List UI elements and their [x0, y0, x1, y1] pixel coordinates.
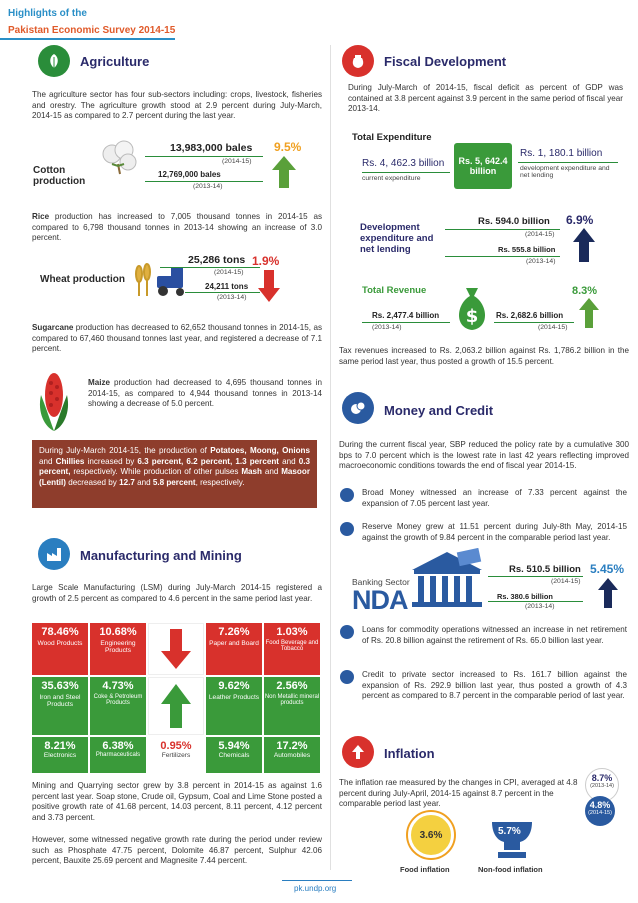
bank-building-icon [410, 548, 485, 613]
current-expenditure-value: Rs. 4, 462.3 billion [362, 158, 445, 169]
cotton-icon [98, 140, 142, 181]
rice-rest: production has increased to 7,005 thousand tonnes in 2014-15 as compared to 6,798 thousand tonnes in 2013-14 showing an increase of 3.0 percent. [32, 212, 322, 243]
rice-bold: Rice [32, 212, 50, 221]
pulses-b4: 0.3 percent, [39, 456, 310, 477]
nda-current-year: (2014-15) [551, 578, 581, 585]
pulses-t6: and [262, 467, 282, 477]
maize-icon [35, 365, 73, 438]
inflation-current-circle [585, 796, 615, 826]
pulses-b7: 12.7 [119, 477, 135, 487]
tile-iron-value: 35.63% [41, 680, 79, 692]
devnet-previous-line [445, 256, 560, 257]
down-arrow-icon [161, 629, 191, 669]
pulses-b2: Chillies [55, 456, 85, 466]
cotton-current-year: (2014-15) [222, 158, 252, 165]
revenue-growth: 8.3% [572, 285, 598, 297]
loans-text: Loans for commodity operations witnessed an increase in net retirement of Rs. 20.8 billion against the retirement of Rs. 65.0 billion last year. [362, 625, 627, 645]
tile-wood [32, 623, 88, 675]
tile-pharma [90, 737, 146, 773]
nda-current: Rs. 510.5 billion [509, 564, 581, 575]
development-expenditure-line [518, 162, 618, 163]
cotton-previous-line [145, 181, 263, 182]
pulses-t1: During July-March 2014-15, the production of [39, 446, 211, 455]
devnet-current-line [445, 229, 560, 230]
inflation-current-value: 4.8% [589, 800, 611, 810]
manufacturing-title: Manufacturing and Mining [80, 548, 242, 563]
nda-previous: Rs. 380.6 billion [497, 592, 553, 601]
sugarcane-bold: Sugarcane [32, 323, 74, 332]
nda-up-arrow-icon [598, 578, 618, 613]
tile-food-label: Food Beverage and Tobacco [265, 640, 319, 652]
inflation-current-year: (2014-15) [588, 810, 612, 816]
up-arrow-icon [161, 684, 191, 728]
tile-pharma-label: Pharmaceuticals [95, 752, 141, 758]
tile-iron-label: Iron and Steel Products [39, 694, 81, 708]
tile-food-value: 1.03% [276, 626, 308, 638]
food-inflation-label: Food inflation [400, 865, 450, 874]
banking-sector-label: Banking Sector [352, 577, 410, 587]
maize-bold: Maize [88, 378, 111, 387]
pulses-b6: Masoor (Lentil) [39, 467, 310, 487]
tile-automobiles-label: Automobiles [273, 752, 311, 759]
agriculture-title: Agriculture [80, 54, 150, 69]
cotton-previous: 12,769,000 bales [158, 170, 221, 179]
pulses-text [39, 446, 310, 488]
maize-rest: production had decreased to 4,695 thousand tonnes in 2014-15, as compared to 4,944 thousand tonnes in 2013-14 showing a decrease of 5.0 percent. [88, 378, 322, 409]
devnet-up-arrow-icon [573, 228, 595, 267]
inflation-previous-year: (2013-14) [590, 783, 614, 789]
cotton-previous-year: (2013-14) [193, 183, 223, 190]
wheat-icon [133, 262, 193, 303]
tile-leather [206, 677, 262, 735]
devnet-current: Rs. 594.0 billion [478, 216, 550, 227]
manufacturing-icon [38, 538, 70, 570]
total-revenue-title: Total Revenue [362, 285, 427, 296]
current-expenditure-label: current expenditure [362, 175, 421, 182]
header-line-1: Highlights of the [8, 8, 87, 19]
pulses-box [32, 440, 317, 508]
money-intro: During the current fiscal year, SBP reduced the policy rate by a cumulative 300 bps to 7.0 percent which is the lowest rate in last 42 years reflecting improved macroeconomic conditions towards the end of fiscal year 2014-15. [339, 440, 629, 471]
reserve-money-bullet-icon [340, 522, 354, 536]
sugarcane-rest: production has decreased to 62,652 thousand tonnes in 2014-15, as compared to 67,460 thousand tonnes last year, and registered a decrease of 7.1 percent. [32, 323, 322, 354]
cotton-label: Cotton production [33, 165, 86, 187]
tile-electronics [32, 737, 88, 773]
sugarcane-text [32, 323, 322, 355]
pulses-b1: Potatoes, Moong, Onions [210, 446, 310, 455]
devnet-previous-year: (2013-14) [526, 258, 556, 265]
tile-food [264, 623, 320, 675]
wheat-current-year: (2014-15) [214, 269, 244, 276]
current-expenditure-line [362, 172, 450, 173]
revenue-current-year: (2014-15) [538, 324, 568, 331]
tile-fertilizers-value: 0.95% [160, 740, 192, 752]
growth-arrow-tile [148, 677, 204, 735]
pulses-t4: and [278, 456, 299, 466]
mining-negative-text: However, some witnessed negative growth rate during the period under review such as Phosphate 47.75 percent, Dolomite 46.87 percent, Sulphur 42.06 percent, Bauxite 25.69 percent and Magnesite 7.44 percent. [32, 835, 322, 866]
tile-coke-label: Coke & Petroleum Products [93, 694, 143, 706]
revenue-current: Rs. 2,682.6 billion [496, 311, 564, 320]
tile-paper-value: 7.26% [218, 626, 250, 638]
tile-electronics-label: Electronics [43, 752, 77, 759]
pulses-b5: Mash [241, 467, 263, 477]
cotton-current-line [145, 156, 263, 157]
mining-text: Mining and Quarrying sector grew by 3.8 percent in 2014-15 as against 1.6 percent last year. Soap stone, Crude oil, Gypsum, Coal and Lime Stone posted a positive growth rate of 41.68 percent, 14.03 percent, 8.11 percent, 4.12 percent and 3.73 percent. [32, 781, 322, 822]
tile-automobiles [264, 737, 320, 773]
revenue-current-line [494, 322, 574, 323]
cotton-current: 13,983,000 bales [170, 142, 253, 154]
decline-arrow-tile [148, 623, 204, 675]
nda-previous-year: (2013-14) [525, 603, 555, 610]
nda-current-line [488, 576, 583, 577]
rice-text [32, 212, 322, 244]
tile-leather-label: Leather Products [208, 694, 260, 701]
devnet-growth: 6.9% [566, 213, 594, 227]
revenue-previous: Rs. 2,477.4 billion [372, 311, 440, 320]
agriculture-icon [38, 45, 70, 77]
footer-url[interactable]: pk.undp.org [294, 884, 337, 893]
nda-growth: 5.45% [590, 562, 625, 576]
pulses-b3: 6.3 percent, 6.2 percent, 1.3 percent [137, 456, 279, 466]
fiscal-title: Fiscal Development [384, 54, 507, 69]
cotton-growth: 9.5% [274, 140, 302, 154]
tile-iron [32, 677, 88, 735]
header-line-2: Pakistan Economic Survey 2014-15 [8, 25, 176, 36]
money-title: Money and Credit [384, 403, 494, 418]
devnet-previous: Rs. 555.8 billion [498, 245, 556, 254]
svg-text:$: $ [465, 306, 479, 327]
tile-fertilizers [148, 737, 204, 773]
tile-chemicals [206, 737, 262, 773]
tile-engineering-value: 10.68% [99, 626, 137, 638]
tile-electronics-value: 8.21% [44, 740, 76, 752]
tile-chemicals-label: Chemicals [218, 752, 250, 759]
agriculture-intro: The agriculture sector has four sub-sectors including: crops, livestock, fisheries and orestry. The agriculture growth stood at 2.9 percent during July-March, 2014-15 as compared to 2.7 percent during the last year. [32, 90, 322, 121]
non-food-inflation-label: Non-food inflation [478, 865, 543, 874]
wheat-label: Wheat production [40, 274, 125, 285]
tile-wood-value: 78.46% [41, 626, 79, 638]
revenue-previous-line [362, 322, 450, 323]
inflation-previous-value: 8.7% [591, 773, 613, 783]
wheat-current: 25,286 tons [188, 254, 246, 266]
tile-pharma-value: 6.38% [102, 740, 134, 752]
non-food-inflation-value: 5.7% [498, 826, 521, 837]
tile-automobiles-value: 17.2% [276, 740, 308, 752]
wheat-previous: 24,211 tons [205, 282, 249, 291]
tax-text: Tax revenues increased to Rs. 2,063.2 billion against Rs. 1,786.2 billion in the same period last year, thus posted a growth of 15.5 percent. [339, 346, 629, 366]
tile-wood-label: Wood Products [37, 640, 83, 647]
footer-line [282, 880, 352, 881]
revenue-up-arrow-icon [579, 298, 599, 333]
vertical-divider [330, 45, 331, 870]
maize-text [88, 378, 322, 410]
inflation-icon [342, 736, 374, 768]
inflation-text: The inflation rae measured by the changes in CPI, averaged at 4.8 percent during July-April, 2014-15 against 8.7 percent in the comparable period last year. [339, 778, 578, 809]
loans-bullet-icon [340, 625, 354, 639]
wheat-previous-line [185, 292, 260, 293]
tile-leather-value: 9.62% [218, 680, 250, 692]
pulses-t8: and [134, 477, 153, 487]
pulses-t2: and [39, 456, 56, 466]
broad-money-text: Broad Money witnessed an increase of 7.33 percent against the expansion of 7.05 percent last year. [362, 488, 627, 508]
revenue-previous-year: (2013-14) [372, 324, 402, 331]
nda-previous-line [488, 601, 583, 602]
tile-engineering-label: Engineering Products [100, 640, 136, 654]
total-expenditure-label: Total Expenditure [352, 132, 432, 143]
tile-nonmetallic-value: 2.56% [276, 680, 308, 692]
credit-bullet-icon [340, 670, 354, 684]
wheat-current-line [160, 267, 260, 268]
tile-engineering [90, 623, 146, 675]
wheat-down-arrow-icon [258, 270, 280, 307]
pulses-b8: 5.8 percent [152, 477, 196, 487]
manufacturing-intro: Large Scale Manufacturing (LSM) during July-March 2014-15 registered a growth of 2.5 percent as compared to 4.6 percent in the same period last year. [32, 583, 322, 603]
tile-nonmetallic-label: Non Metallic mineral products [264, 694, 320, 706]
tile-nonmetallic [264, 677, 320, 735]
food-inflation-icon [408, 812, 454, 858]
development-expenditure-value: Rs. 1, 180.1 billion [520, 148, 603, 159]
total-expenditure-value: Rs. 5, 642.4 billion [458, 156, 508, 176]
tile-coke [90, 677, 146, 735]
wheat-growth: 1.9% [252, 254, 280, 268]
pulses-t5: respectively. While production of other pulses [70, 467, 242, 477]
money-icon [342, 392, 374, 424]
tile-coke-value: 4.73% [102, 680, 134, 692]
development-expenditure-label: development expenditure and net lending [520, 165, 610, 179]
broad-money-bullet-icon [340, 488, 354, 502]
tile-fertilizers-label: Fertilizers [161, 752, 191, 759]
devnet-title: Development expenditure and net lending [360, 222, 434, 255]
pulses-t3: increased by [84, 456, 138, 466]
fiscal-intro: During July-March of 2014-15, fiscal deficit as percent of GDP was contained at 3.8 percent against 3.9 percent in the same period of fiscal year 2013-14. [348, 83, 623, 114]
food-inflation-value: 3.6% [419, 829, 443, 841]
pulses-t7: decreased by [65, 477, 120, 487]
devnet-current-year: (2014-15) [525, 231, 555, 238]
wheat-previous-year: (2013-14) [217, 294, 247, 301]
fiscal-icon [342, 45, 374, 77]
tile-paper-label: Paper and Board [209, 640, 259, 647]
credit-text: Credit to private sector increased to Rs. 161.7 billion against the expansion of Rs. 292.9 billion last year, thus posted a growth of 4.3 percent as compared to 8.7 percent in the comparable period of last year. [362, 670, 627, 701]
money-bag-icon [452, 284, 492, 337]
header-underline [0, 38, 175, 40]
nda-label: NDA [352, 585, 408, 615]
total-expenditure-box [454, 143, 512, 189]
reserve-money-text: Reserve Money grew at 11.51 percent during July-8th May, 2014-15 against the growth of 9.84 percent in the comparable period last year. [362, 522, 627, 542]
inflation-title: Inflation [384, 746, 435, 761]
tile-chemicals-value: 5.94% [218, 740, 250, 752]
cotton-up-arrow-icon [272, 156, 296, 193]
pulses-t9: , respectively. [195, 477, 245, 487]
tile-paper [206, 623, 262, 675]
